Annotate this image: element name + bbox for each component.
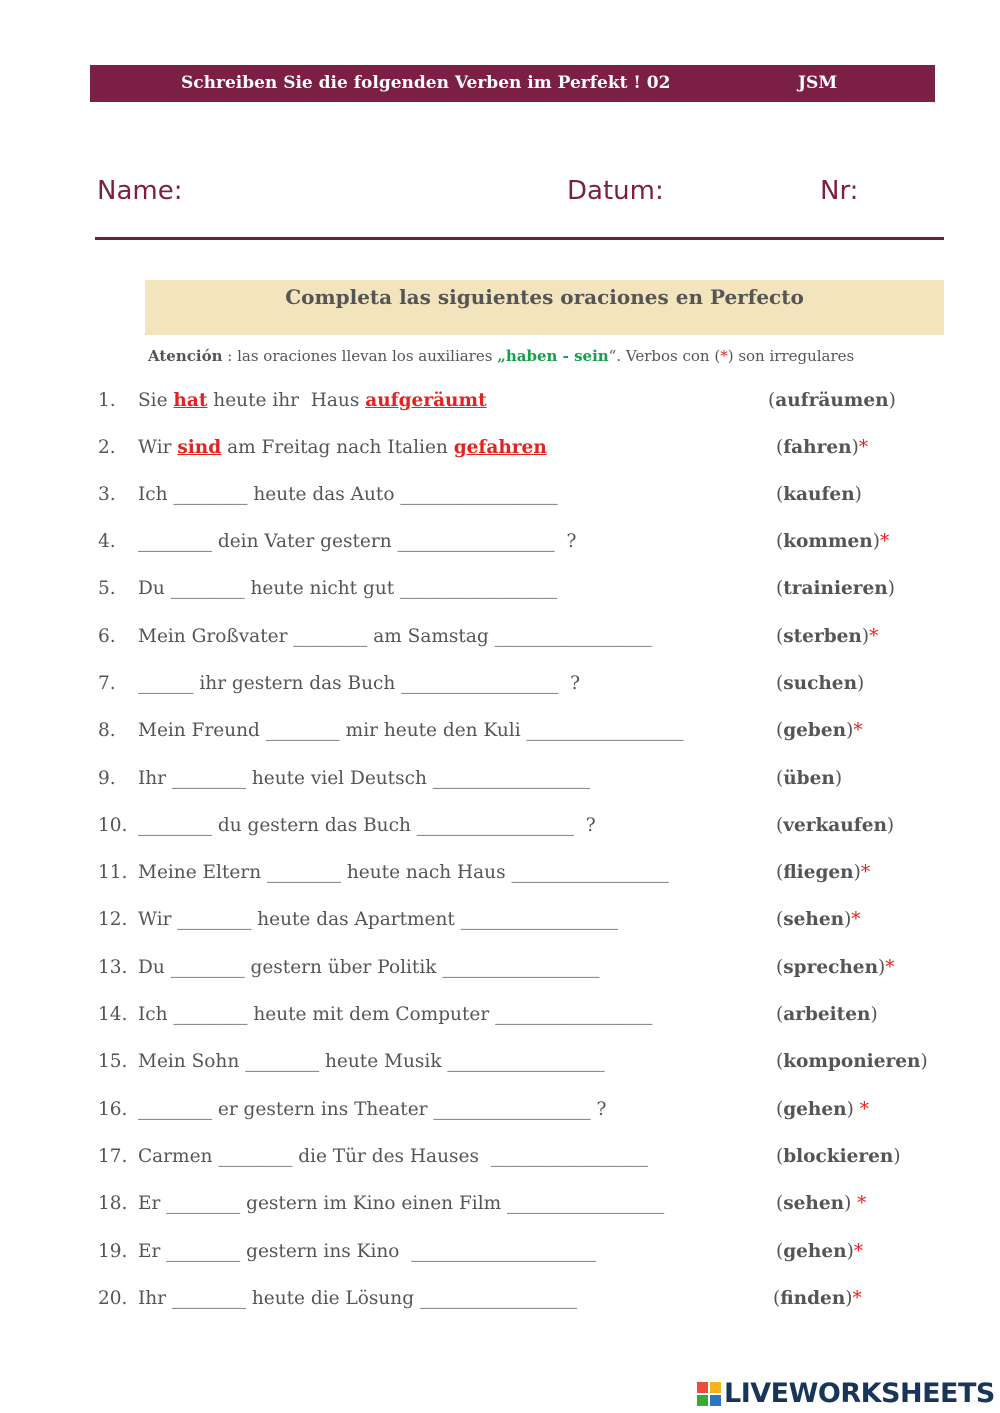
verb-hint [776,768,842,789]
exercise-sentence: Mein Großvater ________ am Samstag _________________ [138,626,652,647]
exercise-sentence: ________ du gestern das Buch _________________ ? [138,815,596,836]
sentence-part: heute ihr Haus [207,390,366,411]
logo-text: LIVEWORKSHEETS [724,1378,995,1409]
note-auxiliaries: haben - sein [505,347,609,365]
exercise-number: 13. [98,957,128,978]
verb-infinitive: sehen [783,1193,845,1214]
exercise-row [98,768,948,798]
exercise-sentence: Ihr ________ heute die Lösung _________________ [138,1288,578,1309]
irregular-star: * [852,1288,862,1309]
exercise-sentence: ________ dein Vater gestern _________________ ? [138,531,577,552]
exercise-number: 17. [98,1146,128,1167]
verb-open-paren: ( [776,815,784,836]
exercise-number: 12. [98,909,128,930]
exercise-number: 1. [98,390,116,411]
exercise-row [98,720,948,750]
verb-hint [776,1051,928,1072]
verb-infinitive: trainieren [783,578,888,599]
exercise-row [98,815,948,845]
note-text-2: “. Verbos con ( [608,347,721,365]
verb-hint [776,815,894,836]
verb-close-paren: ) [846,1241,854,1262]
exercise-number: 8. [98,720,116,741]
exercise-number: 15. [98,1051,128,1072]
verb-close-paren: ) [851,437,859,458]
exercise-number: 18. [98,1193,128,1214]
verb-open-paren: ( [776,1193,784,1214]
verb-infinitive: verkaufen [783,815,887,836]
exercise-number: 16. [98,1099,128,1120]
exercise-row [98,957,948,987]
exercise-sentence: Du ________ gestern über Politik _________________ [138,957,600,978]
verb-open-paren: ( [776,1241,784,1262]
verb-open-paren: ( [768,390,776,411]
verb-hint [768,390,896,411]
note-text-3: ) son irregulares [727,347,855,365]
verb-open-paren: ( [776,437,784,458]
liveworksheets-logo [697,1378,997,1410]
exercise-number: 7. [98,673,116,694]
worksheet-header-bar [90,65,935,102]
verb-infinitive: suchen [783,673,858,694]
verb-hint [776,484,862,505]
exercise-number: 2. [98,437,116,458]
exercise-sentence [138,437,547,458]
irregular-star: * [860,862,871,883]
verb-infinitive: sehen [783,909,845,930]
verb-close-paren: ) [887,578,895,599]
exercise-sentence: Mein Freund ________ mir heute den Kuli _________________ [138,720,684,741]
answer-auxiliary: sind [177,437,222,458]
exercise-row [98,1004,948,1034]
verb-hint [776,1241,863,1262]
verb-infinitive: blockieren [783,1146,894,1167]
exercise-number: 11. [98,862,128,883]
answer-participle: gefahren [453,437,547,458]
verb-hint [776,1146,901,1167]
verb-open-paren: ( [776,484,784,505]
exercise-row [98,1099,948,1129]
verb-infinitive: kommen [783,531,873,552]
verb-infinitive: geben [783,720,847,741]
verb-close-paren: ) [870,1004,878,1025]
answer-auxiliary: hat [173,390,208,411]
sentence-part: am Freitag nach Italien [221,437,454,458]
verb-open-paren: ( [776,957,784,978]
exercise-number: 9. [98,768,116,789]
verb-close-paren: ) [920,1051,928,1072]
verb-close-paren: ) [834,768,843,789]
date-label: Datum: [567,176,664,206]
verb-open-paren: ( [776,1099,784,1120]
exercise-number: 19. [98,1241,128,1262]
exercise-row [98,862,948,892]
verb-hint [776,1099,869,1120]
verb-open-paren: ( [776,909,784,930]
exercise-sentence [138,390,487,411]
exercise-number: 6. [98,626,116,647]
verb-hint [776,862,870,883]
verb-hint [776,437,868,458]
verb-infinitive: fahren [783,437,852,458]
verb-open-paren: ( [776,578,784,599]
number-label: Nr: [820,176,859,206]
verb-close-paren: ) [861,626,870,647]
verb-close-paren: ) [878,957,886,978]
verb-close-paren: ) [844,909,852,930]
instruction-note [148,347,854,365]
verb-close-paren: ) [857,673,865,694]
exercise-row [98,390,948,420]
verb-infinitive: aufräumen [775,390,889,411]
verb-hint [773,1288,862,1309]
verb-infinitive: sprechen [783,957,879,978]
verb-close-paren: ) [854,484,862,505]
verb-infinitive: gehen [783,1099,847,1120]
verb-close-paren: ) [846,1099,854,1120]
exercise-row [98,1288,948,1318]
verb-open-paren: ( [776,626,784,647]
exercise-sentence: Er ________ gestern im Kino einen Film _________________ [138,1193,665,1214]
worksheet-author: JSM [798,73,838,93]
logo-grid-icon [697,1382,721,1406]
verb-close-paren: ) [893,1146,901,1167]
verb-close-paren: ) [846,720,854,741]
exercise-sentence: Du ________ heute nicht gut _________________ [138,578,558,599]
worksheet-title: Schreiben Sie die folgenden Verben im Perfekt ! 02 [181,73,671,93]
note-bold: Atención [148,347,223,365]
verb-infinitive: sterben [783,626,862,647]
verb-close-paren: ) [888,390,896,411]
exercise-row [98,484,948,514]
instruction-title: Completa las siguientes oraciones en Perfecto [285,285,804,309]
note-text-1: : las oraciones llevan los auxiliares [222,347,498,365]
answer-participle: aufgeräumt [365,390,487,411]
exercise-row [98,1146,948,1176]
exercise-sentence: Mein Sohn ________ heute Musik _________________ [138,1051,605,1072]
irregular-star: * [853,1099,869,1120]
irregular-star: * [879,531,890,552]
verb-hint [776,1004,878,1025]
exercise-sentence: Ich ________ heute mit dem Computer _________________ [138,1004,653,1025]
verb-hint [776,909,861,930]
verb-infinitive: finden [780,1288,846,1309]
verb-hint [776,531,889,552]
verb-infinitive: arbeiten [783,1004,871,1025]
exercise-number: 5. [98,578,116,599]
verb-open-paren: ( [776,720,784,741]
verb-close-paren: ) [845,1288,853,1309]
exercise-number: 14. [98,1004,128,1025]
exercise-row [98,626,948,656]
exercise-number: 4. [98,531,116,552]
exercise-sentence: ______ ihr gestern das Buch _________________ ? [138,673,581,694]
meta-divider [95,237,944,240]
exercise-row [98,437,948,467]
verb-infinitive: üben [783,768,835,789]
instruction-box [145,280,944,335]
verb-hint [776,720,863,741]
verb-infinitive: gehen [783,1241,847,1262]
verb-hint [776,578,895,599]
exercise-sentence: ________ er gestern ins Theater _________________ ? [138,1099,607,1120]
verb-open-paren: ( [776,673,784,694]
verb-open-paren: ( [776,768,784,789]
verb-close-paren: ) [872,531,880,552]
verb-infinitive: kaufen [783,484,855,505]
note-star: * [720,347,728,365]
exercise-row [98,531,948,561]
name-label: Name: [97,176,183,206]
verb-open-paren: ( [776,531,784,552]
verb-hint [776,957,895,978]
irregular-star: * [858,437,869,458]
sentence-part: Sie [138,390,174,411]
verb-infinitive: fliegen [783,862,854,883]
exercise-number: 3. [98,484,116,505]
verb-close-paren: ) [844,1193,852,1214]
verb-open-paren: ( [773,1288,781,1309]
verb-open-paren: ( [776,1051,784,1072]
verb-close-paren: ) [853,862,861,883]
verb-hint [776,1193,866,1214]
verb-hint [776,626,878,647]
irregular-star: * [853,720,863,741]
verb-hint [776,673,864,694]
exercise-sentence: Wir ________ heute das Apartment _________________ [138,909,618,930]
verb-open-paren: ( [776,862,784,883]
irregular-star: * [851,909,861,930]
exercise-row [98,909,948,939]
exercise-sentence: Er ________ gestern ins Kino ____________________ [138,1241,597,1262]
verb-close-paren: ) [886,815,895,836]
exercise-number: 10. [98,815,128,836]
exercise-row [98,578,948,608]
verb-infinitive: komponieren [783,1051,921,1072]
irregular-star: * [853,1241,864,1262]
irregular-star: * [851,1193,867,1214]
exercise-row [98,1051,948,1081]
irregular-star: * [885,957,895,978]
exercise-row [98,673,948,703]
exercise-number: 20. [98,1288,128,1309]
exercise-row [98,1241,948,1271]
exercise-sentence: Meine Eltern ________ heute nach Haus _________________ [138,862,669,883]
note-open-quote: „ [497,347,506,365]
sentence-part: Wir [138,437,178,458]
verb-open-paren: ( [776,1004,784,1025]
exercise-sentence: Ich ________ heute das Auto _________________ [138,484,558,505]
exercise-row [98,1193,948,1223]
exercise-sentence: Ihr ________ heute viel Deutsch _________________ [138,768,591,789]
exercise-sentence: Carmen ________ die Tür des Hauses _________________ [138,1146,648,1167]
verb-open-paren: ( [776,1146,784,1167]
irregular-star: * [869,626,879,647]
